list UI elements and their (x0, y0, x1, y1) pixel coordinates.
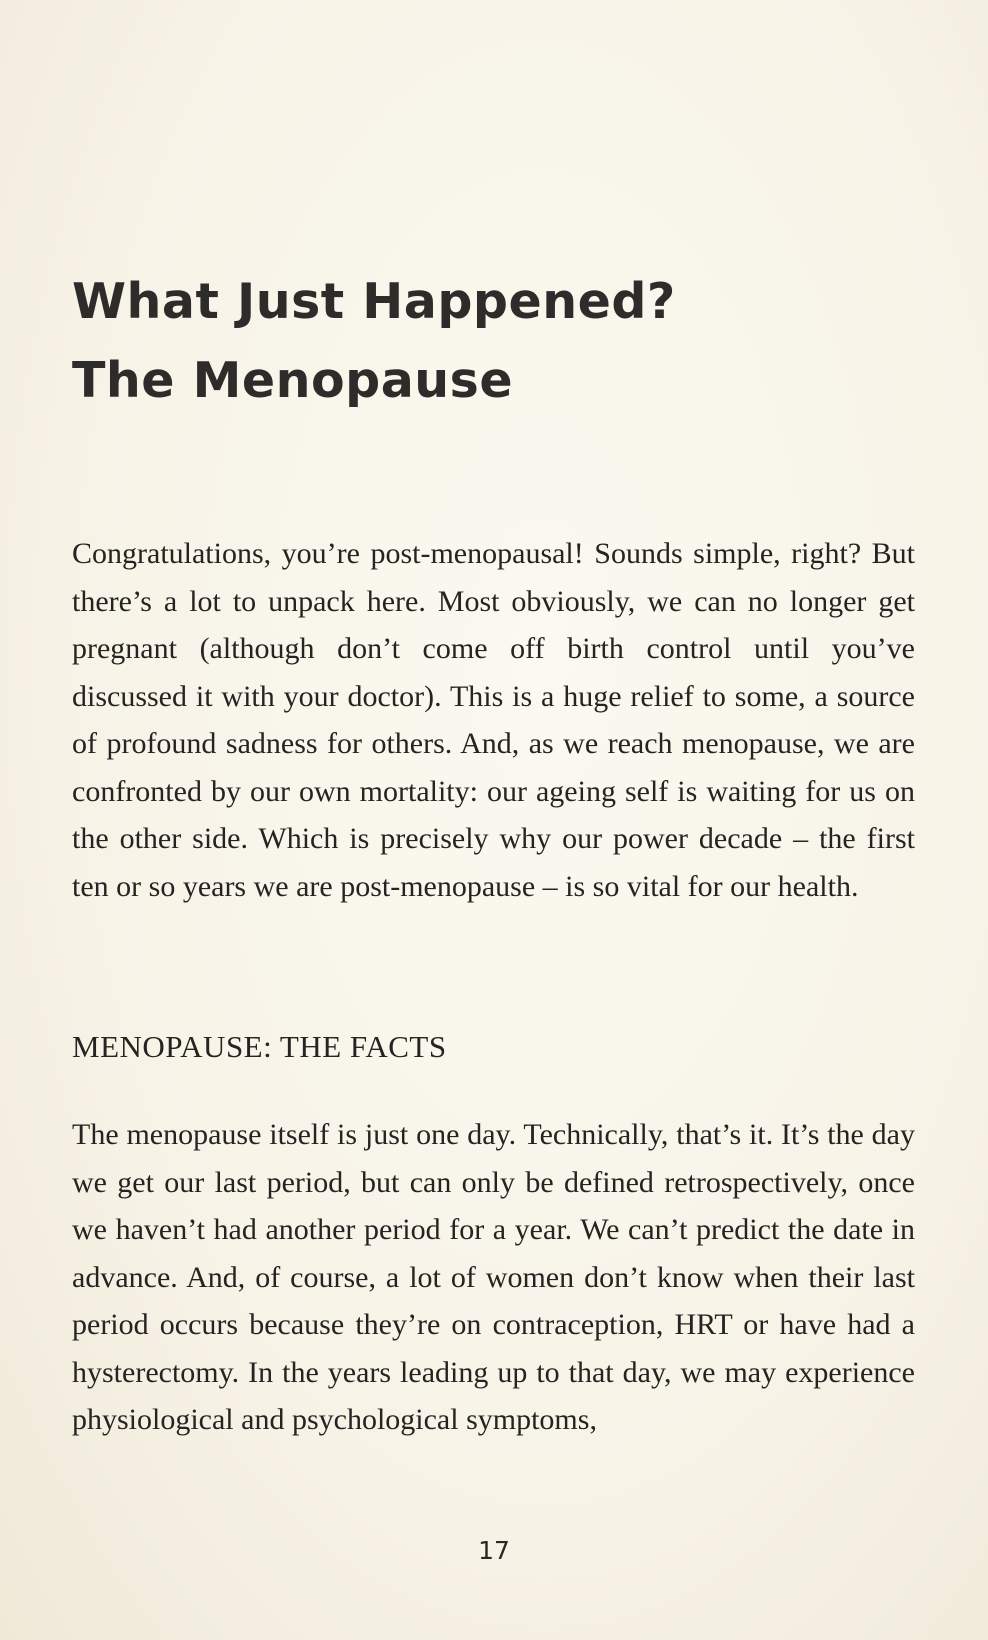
chapter-title-line-2: The Menopause (72, 352, 514, 409)
page-number: 17 (478, 1536, 510, 1565)
intro-paragraph: Congratulations, you’re post-menopausal! Sounds simple, right? But there’s a lot to unpack here. Most obviously, we can no longer get pregnant (although don’t come off birth control until you’ve discussed it with your doctor). This is a huge relief to some, a source of profound sadness for others. And, as we reach menopause, we are confronted by our own mortality: our ageing self is waiting for us on the other side. Which is precisely why our power decade – the first ten or so years we are post-menopause – is so vital for our health. (72, 537, 915, 903)
facts-paragraph: The menopause itself is just one day. Technically, that’s it. It’s the day we get our last period, but can only be defined retrospectively, once we haven’t had another period for a year. We can’t predict the date in advance. And, of course, a lot of women don’t know when their last period occurs because they’re on contraception, HRT or have had a hysterectomy. In the years leading up to that day, we may experience physiological and psychological symptoms, (72, 1118, 915, 1436)
chapter-title (72, 262, 932, 420)
section-heading: MENOPAUSE: THE FACTS (72, 1029, 447, 1064)
chapter-title-line-1: What Just Happened? (72, 273, 676, 330)
